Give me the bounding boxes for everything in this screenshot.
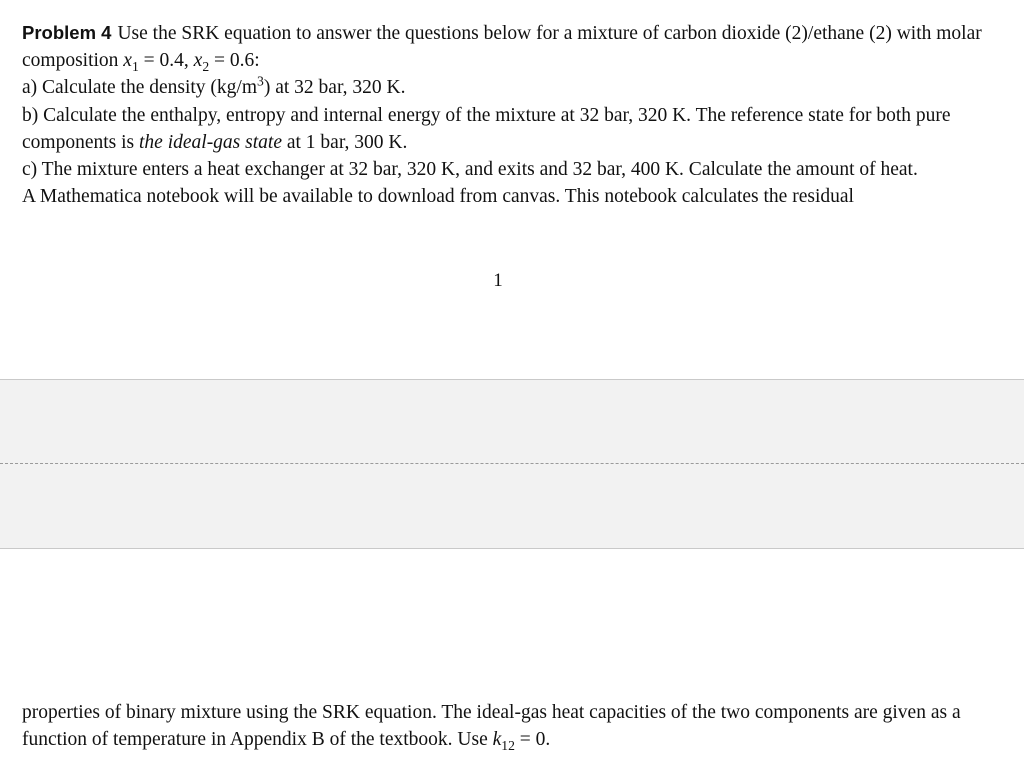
page-gap [0,379,1024,549]
page-2 [22,699,982,753]
continuation-body: properties of binary mixture using the SRK equation. The ideal-gas heat capacities of the two components are given as a function of temperature in Appendix B of the textbook. Use [22,702,961,751]
part-b-emphasis: the ideal-gas state [139,131,282,153]
problem-intro [22,19,982,74]
x1-subscript: 1 [131,59,139,75]
problem-intro-text: Use the SRK equation to answer the questions below for a mixture of carbon dioxide (2)/ethane (2) with molar composition [22,23,982,72]
page-number: 1 [493,270,503,291]
page-1 [0,0,1024,380]
x2-subscript: 2 [202,59,210,75]
part-a-text: a) Calculate the density (kg/m [22,77,258,99]
k-value: = 0. [514,729,551,751]
page-break-divider [0,463,1024,464]
k-subscript: 12 [501,738,515,754]
part-a-superscript: 3 [257,73,264,89]
part-b-text: b) Calculate the enthalpy, entropy and internal energy of the mixture at 32 bar, 320 K. The reference state for both pure components is [22,104,951,153]
part-b-text-end: at 1 bar, 300 K. [281,131,408,153]
problem-label: Problem 4 [22,22,112,43]
continuation-text [22,699,982,753]
x2-value: = 0.6: [209,50,260,72]
x1-variable: x [123,50,132,72]
x2-variable: x [193,50,203,72]
notebook-note: A Mathematica notebook will be available to download from canvas. This notebook calculates the residual [22,186,854,208]
x1-value: = 0.4, [138,50,194,72]
part-c: c) The mixture enters a heat exchanger at 32 bar, 320 K, and exits and 32 bar, 400 K. Calculate the amount of heat. [22,159,918,181]
part-a [22,74,982,101]
problem-text [22,19,982,210]
k-variable: k [492,729,502,751]
part-b [22,102,982,156]
part-a-text-end: ) at 32 bar, 320 K. [263,77,406,99]
